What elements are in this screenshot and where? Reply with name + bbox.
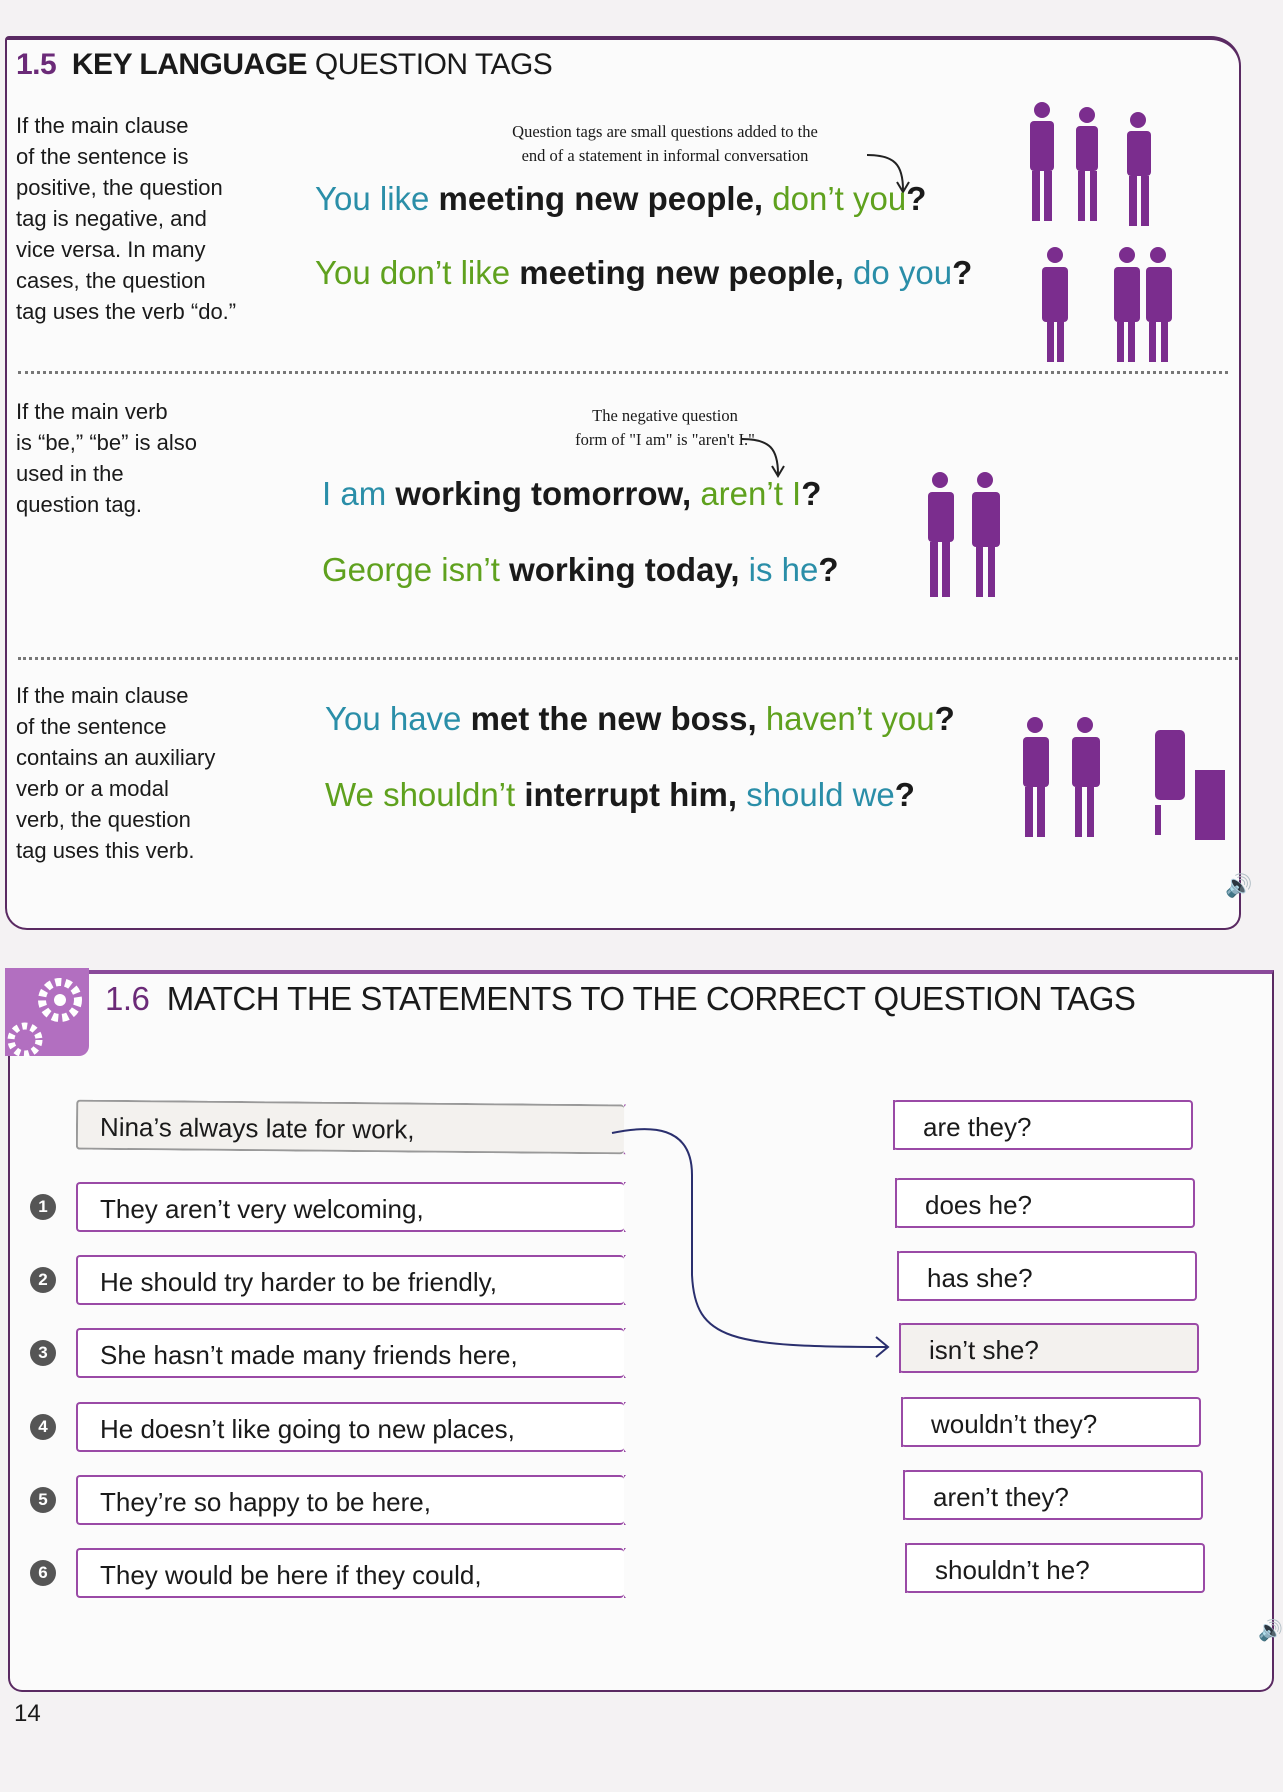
rule-explanation: [16, 396, 246, 520]
sentence-part: working tomorrow,: [395, 475, 701, 512]
example-sentence: [325, 776, 915, 814]
audio-speaker-icon[interactable]: 🔊: [1258, 1620, 1283, 1642]
rule-line: If the main clause: [16, 683, 189, 708]
gears-icon: [5, 968, 89, 1056]
section-16-title: 1.6 MATCH THE STATEMENTS TO THE CORRECT QUESTION TAGS: [105, 980, 1136, 1017]
question-tag-box[interactable]: has she?: [897, 1251, 1197, 1301]
item-number: 4: [30, 1414, 56, 1440]
rule-line: If the main clause: [16, 113, 189, 138]
people-illustration-icon: [910, 470, 1020, 605]
question-tag-box[interactable]: are they?: [893, 1100, 1193, 1150]
sentence-part: haven’t you: [765, 700, 935, 737]
divider: [18, 371, 1228, 374]
item-number: 1: [30, 1194, 56, 1220]
sentence-part: don’t you: [772, 180, 907, 217]
sentence-part: ?: [934, 700, 955, 737]
statement-box[interactable]: He doesn’t like going to new places,: [76, 1402, 624, 1452]
annotation-note: [450, 404, 880, 452]
people-illustration-icon: [1020, 95, 1190, 365]
note-line: form of "I am" is "aren't I.": [575, 430, 755, 449]
rule-explanation: [16, 110, 246, 327]
annotation-note: [450, 120, 880, 168]
example-sentence: [315, 180, 926, 218]
question-tag-box[interactable]: wouldn’t they?: [901, 1397, 1201, 1447]
sentence-part: met the new boss,: [470, 700, 766, 737]
item-number: 3: [30, 1340, 56, 1366]
sentence-part: is he: [748, 551, 819, 588]
divider: [18, 657, 1238, 660]
question-tag-box[interactable]: aren’t they?: [903, 1470, 1203, 1520]
note-line: Question tags are small questions added to the: [512, 122, 818, 141]
rule-line: tag is negative, and: [16, 206, 207, 231]
rule-line: tag uses the verb “do.”: [16, 299, 237, 324]
sentence-part: I am: [322, 475, 396, 512]
rule-explanation: [16, 680, 246, 866]
item-number: 6: [30, 1560, 56, 1586]
rule-line: used in the: [16, 461, 124, 486]
statement-box[interactable]: They aren’t very welcoming,: [76, 1182, 624, 1232]
sentence-part: interrupt him,: [524, 776, 747, 813]
example-sentence: [322, 475, 821, 513]
rule-line: verb, the question: [16, 807, 191, 832]
rule-line: vice versa. In many: [16, 237, 206, 262]
sentence-part: ?: [801, 475, 822, 512]
sentence-part: We shouldn’t: [325, 776, 525, 813]
rule-line: is “be,” “be” is also: [16, 430, 197, 455]
rule-line: positive, the question: [16, 175, 223, 200]
question-tag-box[interactable]: isn’t she?: [899, 1323, 1199, 1373]
sentence-part: George isn’t: [322, 551, 510, 588]
sentence-part: do you: [853, 254, 953, 291]
rule-line: If the main verb: [16, 399, 168, 424]
sentence-part: ?: [818, 551, 839, 588]
statement-box[interactable]: She hasn’t made many friends here,: [76, 1328, 624, 1378]
sentence-part: ?: [906, 180, 927, 217]
statement-box[interactable]: They’re so happy to be here,: [76, 1475, 624, 1525]
sentence-part: You don’t like: [315, 254, 520, 291]
rule-line: contains an auxiliary: [16, 745, 216, 770]
example-sentence: [325, 700, 955, 738]
rule-line: question tag.: [16, 492, 142, 517]
sentence-part: ?: [894, 776, 915, 813]
example-sentence: [322, 551, 839, 589]
example-statement: Nina’s always late for work,: [76, 1100, 624, 1155]
question-tag-box[interactable]: does he?: [895, 1178, 1195, 1228]
example-connector-line: [610, 1125, 895, 1355]
rule-line: tag uses this verb.: [16, 838, 195, 863]
rule-line: of the sentence: [16, 714, 167, 739]
rule-line: cases, the question: [16, 268, 206, 293]
section-15-title: 1.5 KEY LANGUAGE QUESTION TAGS: [16, 48, 553, 81]
note-line: end of a statement in informal conversation: [521, 146, 809, 165]
item-number: 5: [30, 1487, 56, 1513]
sentence-part: You like: [315, 180, 439, 217]
sentence-part: should we: [746, 776, 895, 813]
sentence-part: working today,: [509, 551, 749, 588]
example-sentence: [315, 254, 972, 292]
page-number: 14: [14, 1700, 41, 1727]
note-line: The negative question: [592, 406, 738, 425]
item-number: 2: [30, 1267, 56, 1293]
sentence-part: You have: [325, 700, 471, 737]
sentence-part: aren’t I: [700, 475, 802, 512]
rule-line: of the sentence is: [16, 144, 189, 169]
sentence-part: ?: [952, 254, 973, 291]
statement-box[interactable]: They would be here if they could,: [76, 1548, 624, 1598]
exercise-tab: [5, 968, 89, 1056]
sentence-part: meeting new people,: [519, 254, 854, 291]
sentence-part: meeting new people,: [438, 180, 773, 217]
statement-box[interactable]: He should try harder to be friendly,: [76, 1255, 624, 1305]
question-tag-box[interactable]: shouldn’t he?: [905, 1543, 1205, 1593]
people-office-illustration-icon: [1005, 710, 1245, 845]
audio-speaker-icon[interactable]: 🔊: [1225, 873, 1253, 898]
rule-line: verb or a modal: [16, 776, 169, 801]
